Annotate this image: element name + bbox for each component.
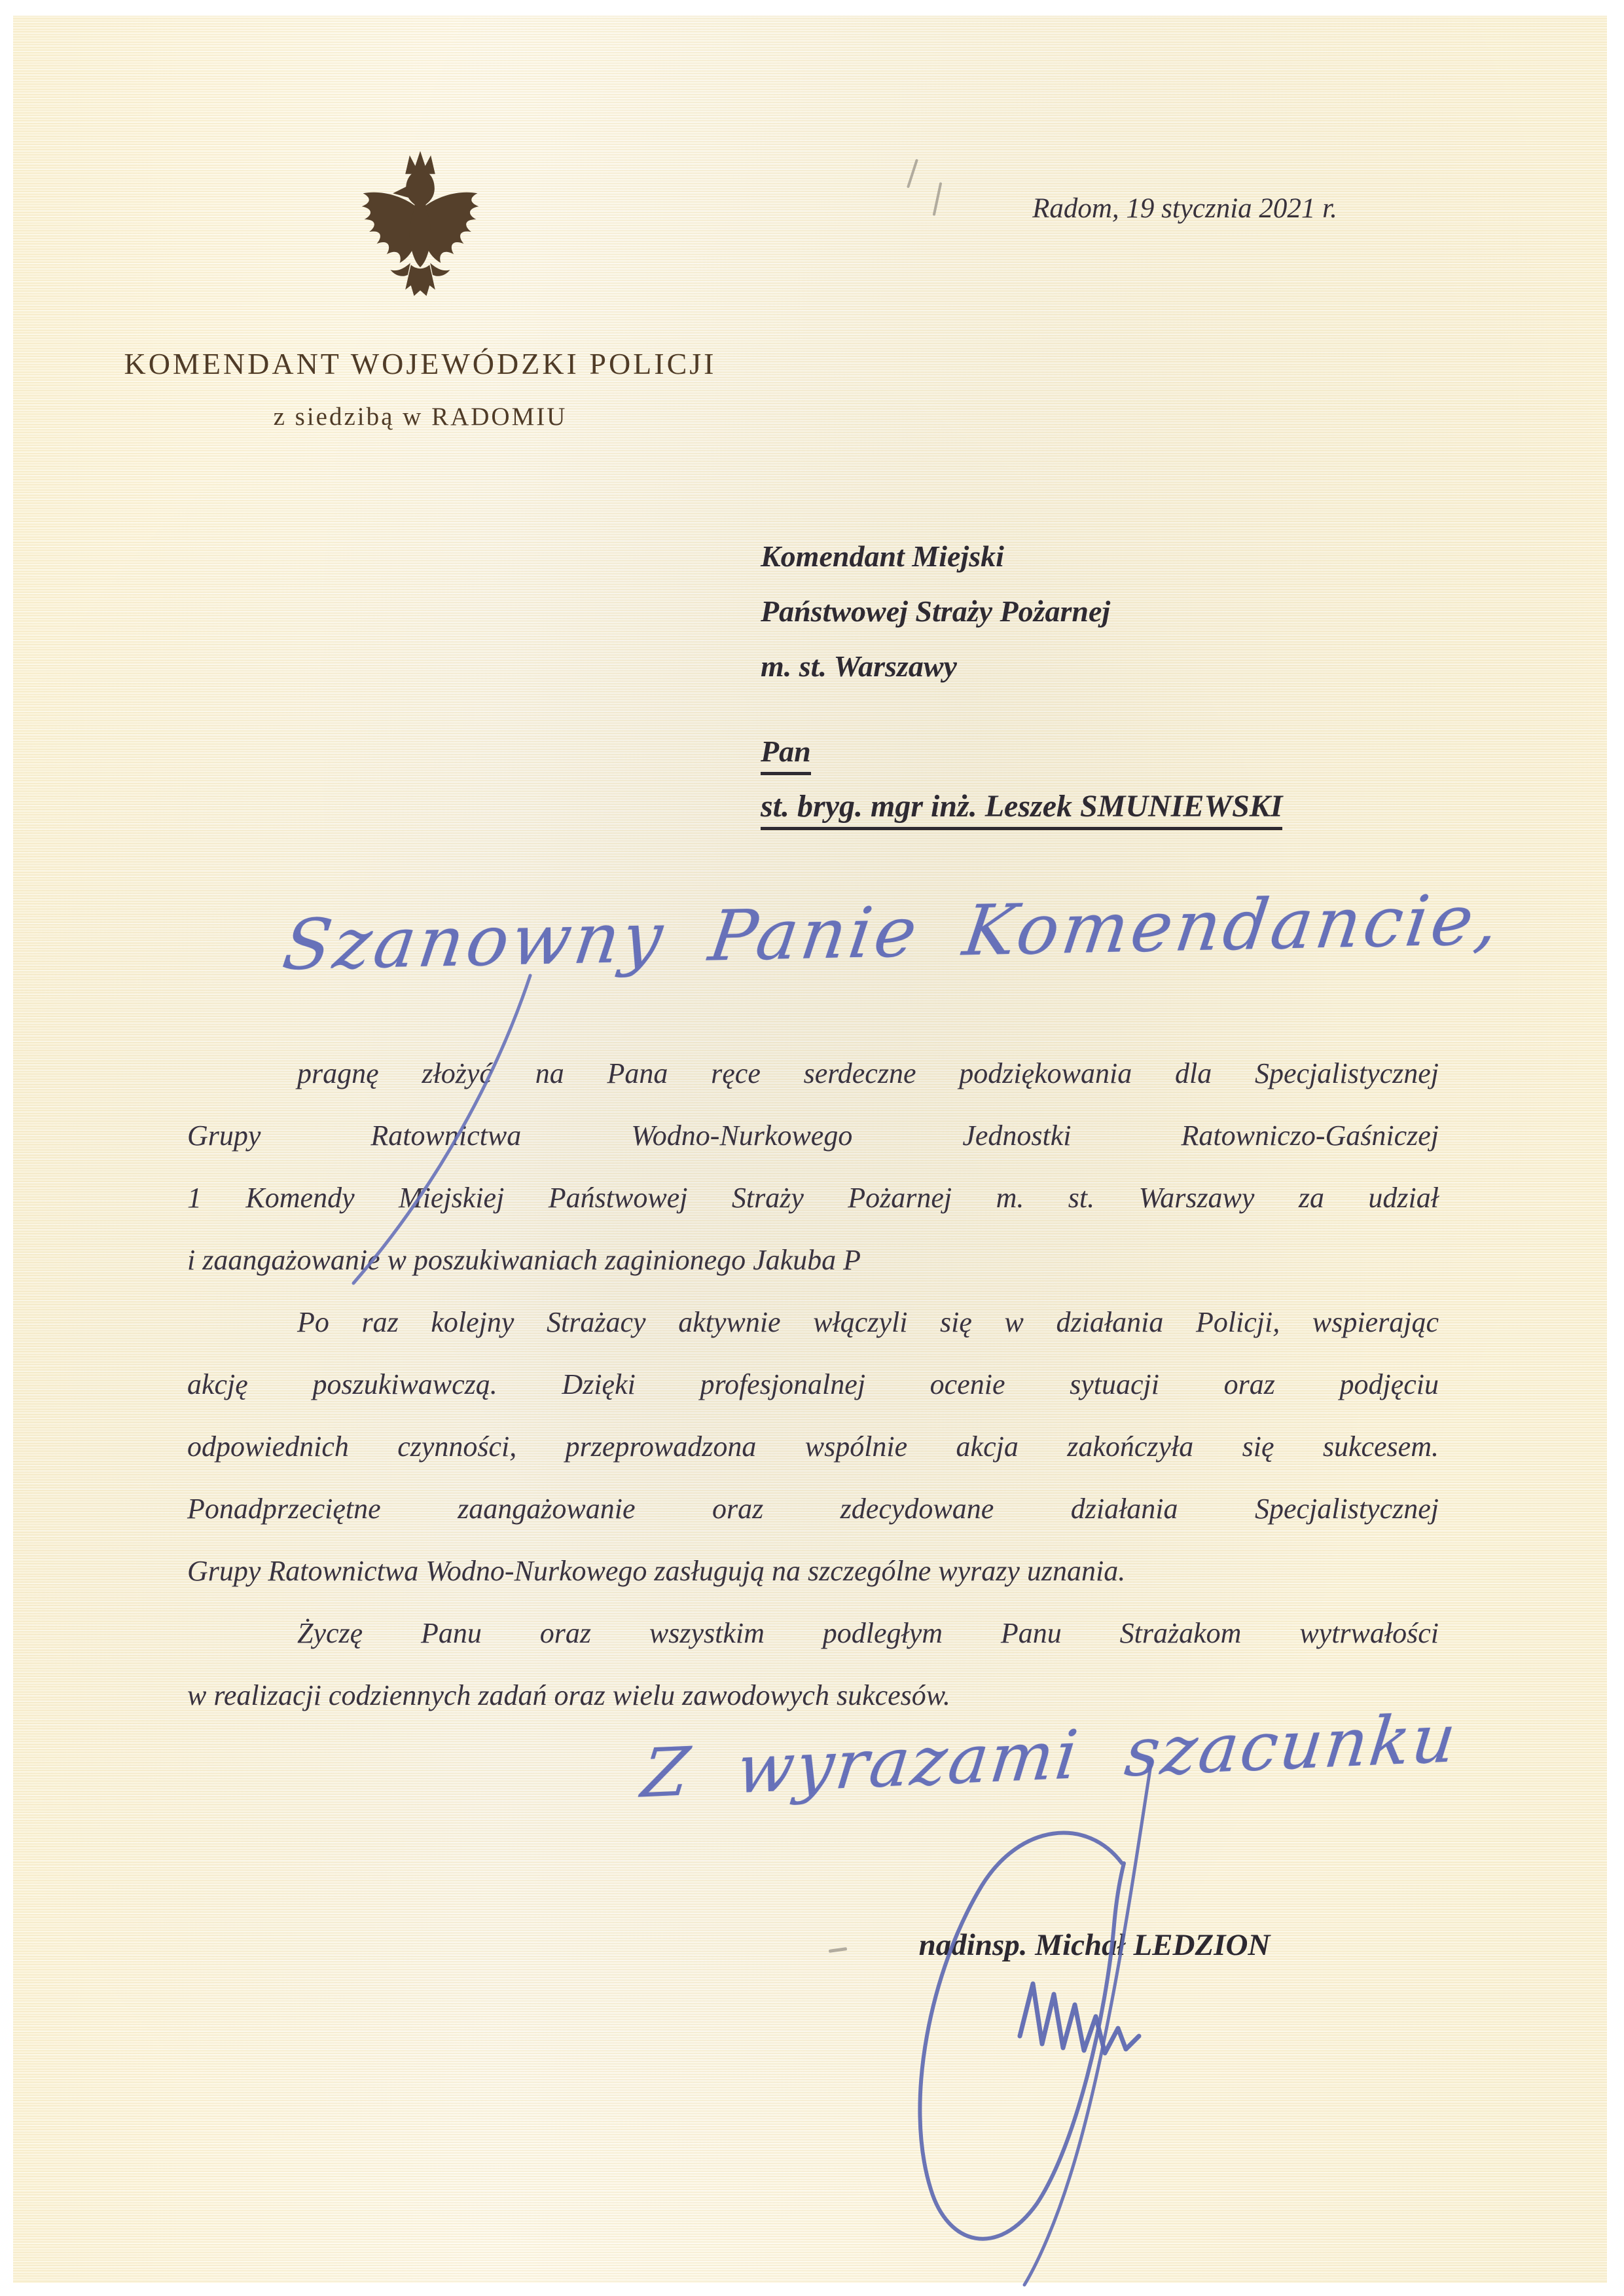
letterhead-office: KOMENDANT WOJEWÓDZKI POLICJI xyxy=(124,347,717,380)
eagle-body xyxy=(410,209,431,267)
body-line: Grupy Ratownictwa Wodno-Nurkowego Jednostki Ratowniczo-Gaśniczej xyxy=(187,1120,1439,1152)
body-line: Życzę Panu oraz wszystkim podległym Panu Strażakom wytrwałości xyxy=(297,1617,1439,1649)
eagle-tail xyxy=(405,265,435,297)
addressee-city: m. st. Warszawy xyxy=(761,649,957,683)
date-line: Radom, 19 stycznia 2021 r. xyxy=(1032,193,1337,224)
letter-body xyxy=(187,1042,1439,1726)
letterhead xyxy=(72,344,768,433)
addressee-name-text: st. bryg. mgr inż. Leszek SMUNIEWSKI xyxy=(761,788,1282,830)
polish-eagle-emblem xyxy=(346,137,495,305)
body-line: pragnę złożyć na Pana ręce serdeczne podziękowania dla Specjalistycznej xyxy=(297,1057,1439,1089)
eagle-left-claw xyxy=(390,263,410,276)
addressee-gap xyxy=(761,694,1481,724)
addressee-honorific xyxy=(761,724,1481,779)
body-line: akcję poszukiwawczą. Dzięki profesjonalnej ocenie sytuacji oraz podjęciu xyxy=(187,1368,1439,1400)
body-line: 1 Komendy Miejskiej Państwowej Straży Pożarnej m. st. Warszawy za udział xyxy=(187,1182,1439,1214)
eagle-left-wing xyxy=(362,192,416,263)
eagle-right-claw xyxy=(430,263,450,276)
body-line: w realizacji codziennych zadań oraz wielu zawodowych sukcesów. xyxy=(187,1679,950,1711)
letterhead-location: z siedzibą w RADOMIU xyxy=(273,403,568,431)
body-line: Grupy Ratownictwa Wodno-Nurkowego zasługują na szczególne wyrazy uznania. xyxy=(187,1555,1126,1587)
addressee-title: Komendant Miejski xyxy=(761,539,1004,573)
handwritten-salutation: Szanowny Panie Komendancie, xyxy=(278,879,1507,986)
addressee-block xyxy=(761,529,1481,834)
addressee-name xyxy=(761,779,1481,834)
addressee-honorific-text: Pan xyxy=(761,733,811,775)
body-line: Ponadprzeciętne zaangażowanie oraz zdecydowane działania Specjalistycznej xyxy=(187,1493,1439,1525)
body-line: i zaangażowanie w poszukiwaniach zaginionego Jakuba P xyxy=(187,1244,861,1276)
body-line: Po raz kolejny Strażacy aktywnie włączyli się w działania Policji, wspierając xyxy=(297,1306,1439,1338)
handwritten-closing: Z wyrazami szacunku xyxy=(638,1699,1462,1813)
addressee-organization: Państwowej Straży Pożarnej xyxy=(761,594,1111,628)
signer-name: nadinsp. Michał LEDZION xyxy=(918,1928,1271,1962)
eagle-right-wing xyxy=(425,192,479,263)
body-line: odpowiednich czynności, przeprowadzona wspólnie akcja zakończyła się sukcesem. xyxy=(187,1430,1439,1463)
